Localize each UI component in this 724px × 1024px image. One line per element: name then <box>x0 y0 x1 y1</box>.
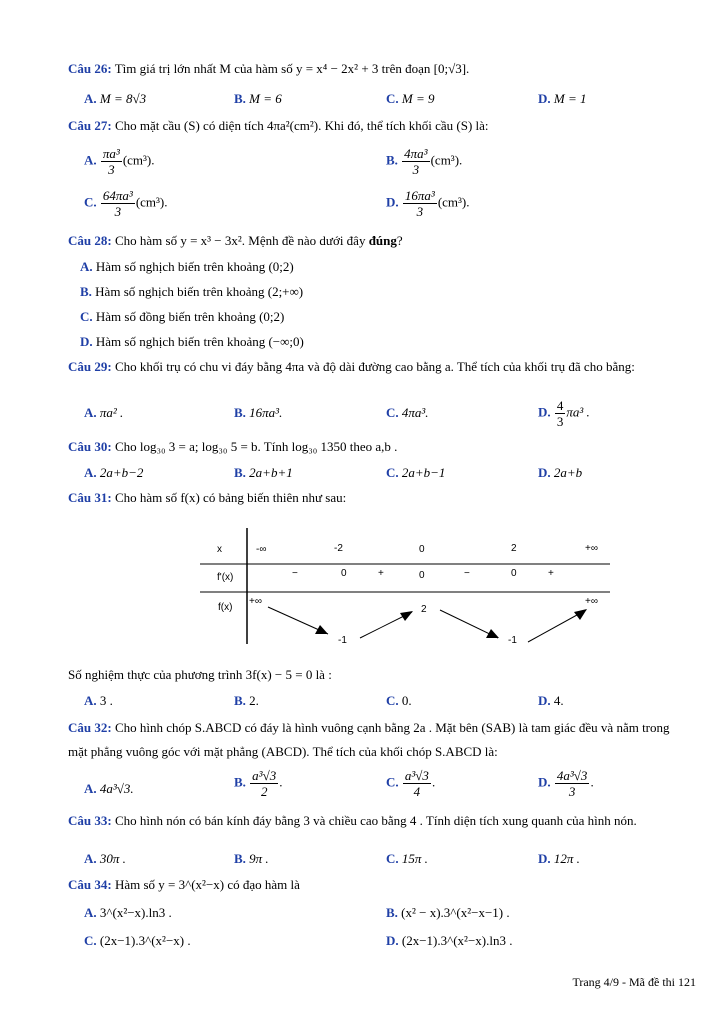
option-c: C. M = 9 <box>386 91 435 106</box>
option-c: C. (2x−1).3^(x²−x) . <box>84 933 191 948</box>
option-b: B. $\frac{\text{4πa³}}{3}$ (cm³). <box>386 146 463 177</box>
derivative-zero: 0 <box>341 568 347 579</box>
question-33: Câu 33: Cho hình nón có bán kính đáy bằng 3 và chiều cao bằng 4 . Tính diện tích xung quanh của hình nón. <box>68 813 637 828</box>
f-value-end: +∞ <box>585 596 598 607</box>
option-d: D. (2x−1).3^(x²−x).ln3 . <box>386 933 513 948</box>
derivative-zero: 0 <box>419 570 425 581</box>
option-d: D. 4. <box>538 693 564 708</box>
option-d: D. Hàm số nghịch biến trên khoảng (−∞;0) <box>80 334 304 349</box>
option-a: A. M = 8√3 <box>84 91 147 106</box>
x-value: 0 <box>419 544 425 555</box>
x-value: -∞ <box>256 544 267 555</box>
f-value-min: -1 <box>508 635 517 646</box>
option-a: A. 3^(x²−x).ln3 . <box>84 905 172 920</box>
x-value: +∞ <box>585 543 598 554</box>
option-c: C. $\frac{\text{64πa³}}{3}$ (cm³). <box>84 188 168 219</box>
f-value-max: 2 <box>421 604 427 615</box>
row-label-f: f(x) <box>218 602 233 613</box>
option-d: D. 2a+b <box>538 465 583 480</box>
option-a: A. 4a³√3. <box>84 781 134 796</box>
question-30: Câu 30: Cho log₃₀ 3 = a; log₃₀ 5 = b. Tính log₃₀ 1350 theo a,b . <box>68 439 398 454</box>
option-c: C. Hàm số đồng biến trên khoảng (0;2) <box>80 309 285 324</box>
derivative-sign: − <box>464 568 470 579</box>
option-d: D. 12π . <box>538 851 580 866</box>
f-value-start: +∞ <box>249 596 262 607</box>
f-value-min: -1 <box>338 635 347 646</box>
x-value: -2 <box>334 543 343 554</box>
question-32: Câu 32: Cho hình chóp S.ABCD có đáy là hình vuông cạnh bằng 2a . Mặt bên (SAB) là tam giác đều và nằm trong mặt phẳng vuông góc với mặt phẳng (ABCD). Thể tích của khối chóp S.ABCD là: <box>68 720 670 759</box>
derivative-sign: + <box>378 568 384 579</box>
option-c: C. 15π . <box>386 851 428 866</box>
derivative-sign: + <box>548 568 554 579</box>
option-a: A. Hàm số nghịch biến trên khoảng (0;2) <box>80 259 294 274</box>
option-b: B. M = 6 <box>234 91 282 106</box>
question-31: Câu 31: Cho hàm số f(x) có bảng biến thiên như sau: <box>68 490 347 505</box>
question-label: Câu 26: <box>68 61 112 76</box>
derivative-sign: − <box>292 568 298 579</box>
option-b: B. 16πa³. <box>234 405 283 420</box>
option-c: C. 2a+b−1 <box>386 465 446 480</box>
option-a: A. 30π . <box>84 851 126 866</box>
option-d: D. $\frac{\text{16πa³}}{3}$ (cm³). <box>386 188 470 219</box>
option-a: A. $\frac{\text{πa³}}{3}$ (cm³). <box>84 146 155 177</box>
question-27: Câu 27: Cho mặt cầu (S) có diện tích 4πa²(cm²). Khi đó, thể tích khối cầu (S) là: <box>68 118 489 133</box>
option-d: D. $\frac{\text{4a³√3}}{3}$ . <box>538 768 594 799</box>
x-value: 2 <box>511 543 517 554</box>
question-28: Câu 28: Cho hàm số y = x³ − 3x². Mệnh đề nào dưới đây đúng? <box>68 233 403 248</box>
question-34: Câu 34: Hàm số y = 3^(x²−x) có đạo hàm là <box>68 877 300 892</box>
option-a: A. 3 . <box>84 693 113 708</box>
option-c: C. $\frac{\text{a³√3}}{4}$ . <box>386 768 436 799</box>
derivative-zero: 0 <box>511 568 517 579</box>
question-31-equation: Số nghiệm thực của phương trình 3f(x) − 5 = 0 là : <box>68 667 332 682</box>
question-text: Tìm giá trị lớn nhất M của hàm số y = x⁴ − 2x² + 3 trên đoạn [0;√3]. <box>114 61 470 76</box>
option-b: B. 2a+b+1 <box>234 465 293 480</box>
option-b: B. Hàm số nghịch biến trên khoảng (2;+∞) <box>80 284 304 299</box>
page-footer: Trang 4/9 - Mã đề thi 121 <box>572 975 696 989</box>
question-29: Câu 29: Cho khối trụ có chu vi đáy bằng 4πa và độ dài đường cao bằng a. Thể tích của khối trụ đã cho bằng: <box>68 359 635 374</box>
option-d: D. $\frac{4}{3}$ πa³ . <box>538 398 590 429</box>
option-b: B. 2. <box>234 693 259 708</box>
question-26 <box>68 60 690 78</box>
option-c: C. 4πa³. <box>386 405 429 420</box>
row-label-x: x <box>217 544 222 555</box>
option-b: B. $\frac{\text{a³√3}}{2}$ . <box>234 768 283 799</box>
option-a: A. 2a+b−2 <box>84 465 144 480</box>
row-label-derivative: f'(x) <box>217 572 234 583</box>
option-b: B. (x² − x).3^(x²−x−1) . <box>386 905 510 920</box>
option-d: D. M = 1 <box>538 91 587 106</box>
option-b: B. 9π . <box>234 851 269 866</box>
option-c: C. 0. <box>386 693 412 708</box>
option-a: A. πa² . <box>84 405 124 420</box>
